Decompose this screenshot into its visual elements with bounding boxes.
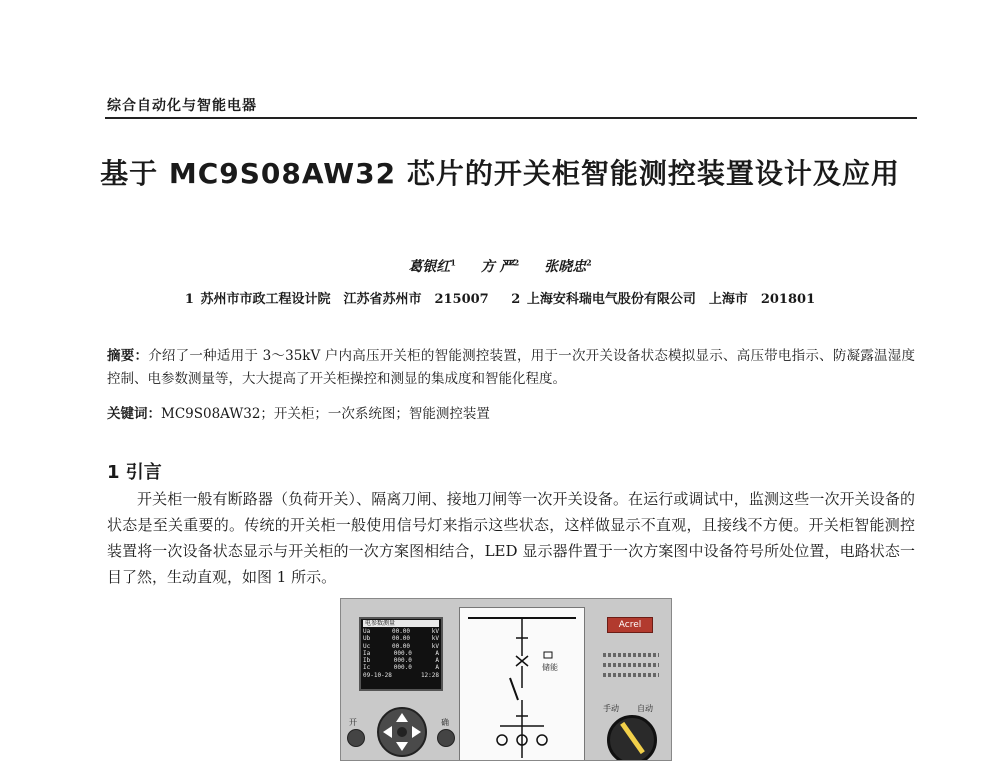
lcd-footer: 09-10-28 12:28 xyxy=(363,672,439,680)
author: 葛银红$^1$ xyxy=(408,257,456,275)
ct-coil xyxy=(497,735,507,745)
lcd-row: Ia 000.0 A xyxy=(363,649,439,657)
section-heading: 1 引言 xyxy=(107,462,162,483)
knob-pointer xyxy=(620,722,645,754)
led-strip xyxy=(603,663,659,667)
abstract-label: 摘要： xyxy=(107,348,149,364)
keywords-label: 关键词： xyxy=(107,406,161,422)
led-strip xyxy=(603,673,659,677)
led-strip xyxy=(603,653,659,657)
ct-coil xyxy=(537,735,547,745)
header-rule xyxy=(105,117,917,119)
auto-label: 自动 xyxy=(637,704,653,713)
arrow-up-icon xyxy=(396,713,408,722)
author: 方 严$^2$ xyxy=(480,257,520,275)
left-button xyxy=(347,729,365,747)
brand-logo: Acrel xyxy=(607,617,653,633)
left-button-label: 开 xyxy=(349,718,357,727)
navigation-pad xyxy=(377,707,427,757)
abstract xyxy=(107,345,915,391)
manual-label: 手动 xyxy=(603,704,619,713)
arrow-left-icon xyxy=(383,726,392,738)
lcd-row: Ua 00.00 kV xyxy=(363,628,439,636)
arrow-down-icon xyxy=(396,742,408,751)
abstract-text: 介绍了一种适用于 3～35kV 户内高压开关柜的智能测控装置，用于一次开关设备状态模拟显示、高压带电指示、防凝露温湿度控制、电参数测量等，大大提高了开关柜操控和测显的集成度和智能化程度。 xyxy=(107,348,916,387)
arrow-right-icon xyxy=(412,726,421,738)
lcd-title: 电参数测量 xyxy=(363,620,439,627)
right-button-label: 确 xyxy=(441,718,449,727)
selector-knob xyxy=(607,715,657,761)
paper-title: 基于 MC9S08AW32 芯片的开关柜智能测控装置设计及应用 xyxy=(100,157,900,190)
mimic-diagram xyxy=(459,607,585,761)
status-lamp xyxy=(544,652,552,658)
affiliation: 1 苏州市市政工程设计院 江苏省苏州市 215007 xyxy=(184,292,489,307)
lcd-row: Ub 00.00 kV xyxy=(363,635,439,643)
keywords-text: MC9S08AW32；开关柜；一次系统图；智能测控装置 xyxy=(161,406,490,422)
lcd-row: Ic 000.0 A xyxy=(363,664,439,672)
keywords xyxy=(107,402,915,422)
affiliations xyxy=(0,288,1000,307)
journal-name: 综合自动化与智能电器 xyxy=(107,98,257,114)
body-paragraph: 开关柜一般有断路器（负荷开关）、隔离刀闸、接地刀闸等一次开关设备。在运行或调试中，监测这些一次开关设备的状态是至关重要的。传统的开关柜一般使用信号灯来指示这些状态，这样做显示不直观，且接线不方便。开关柜智能测控装置将一次设备状态显示与开关柜的一次方案图相结合，LED 显示器件置于一次方案图中设备符号所处位置，电路状态一目了然，生动直观，如图 1 所示。 xyxy=(107,490,915,586)
switch-blade xyxy=(510,678,518,700)
lamp-label: 储能 xyxy=(542,663,558,672)
single-line-diagram xyxy=(460,608,584,761)
lcd-row: Ib 000.0 A xyxy=(363,657,439,665)
right-button xyxy=(437,729,455,747)
affiliation: 2 上海安科瑞电气股份有限公司 上海市 201801 xyxy=(511,292,816,307)
pad-center xyxy=(397,727,407,737)
author: 张晓忠$^2$ xyxy=(544,257,592,275)
lcd-screen xyxy=(359,617,443,691)
author-list xyxy=(0,256,1000,276)
figure-device-photo xyxy=(340,598,672,761)
lcd-row: Uc 00.00 kV xyxy=(363,642,439,650)
